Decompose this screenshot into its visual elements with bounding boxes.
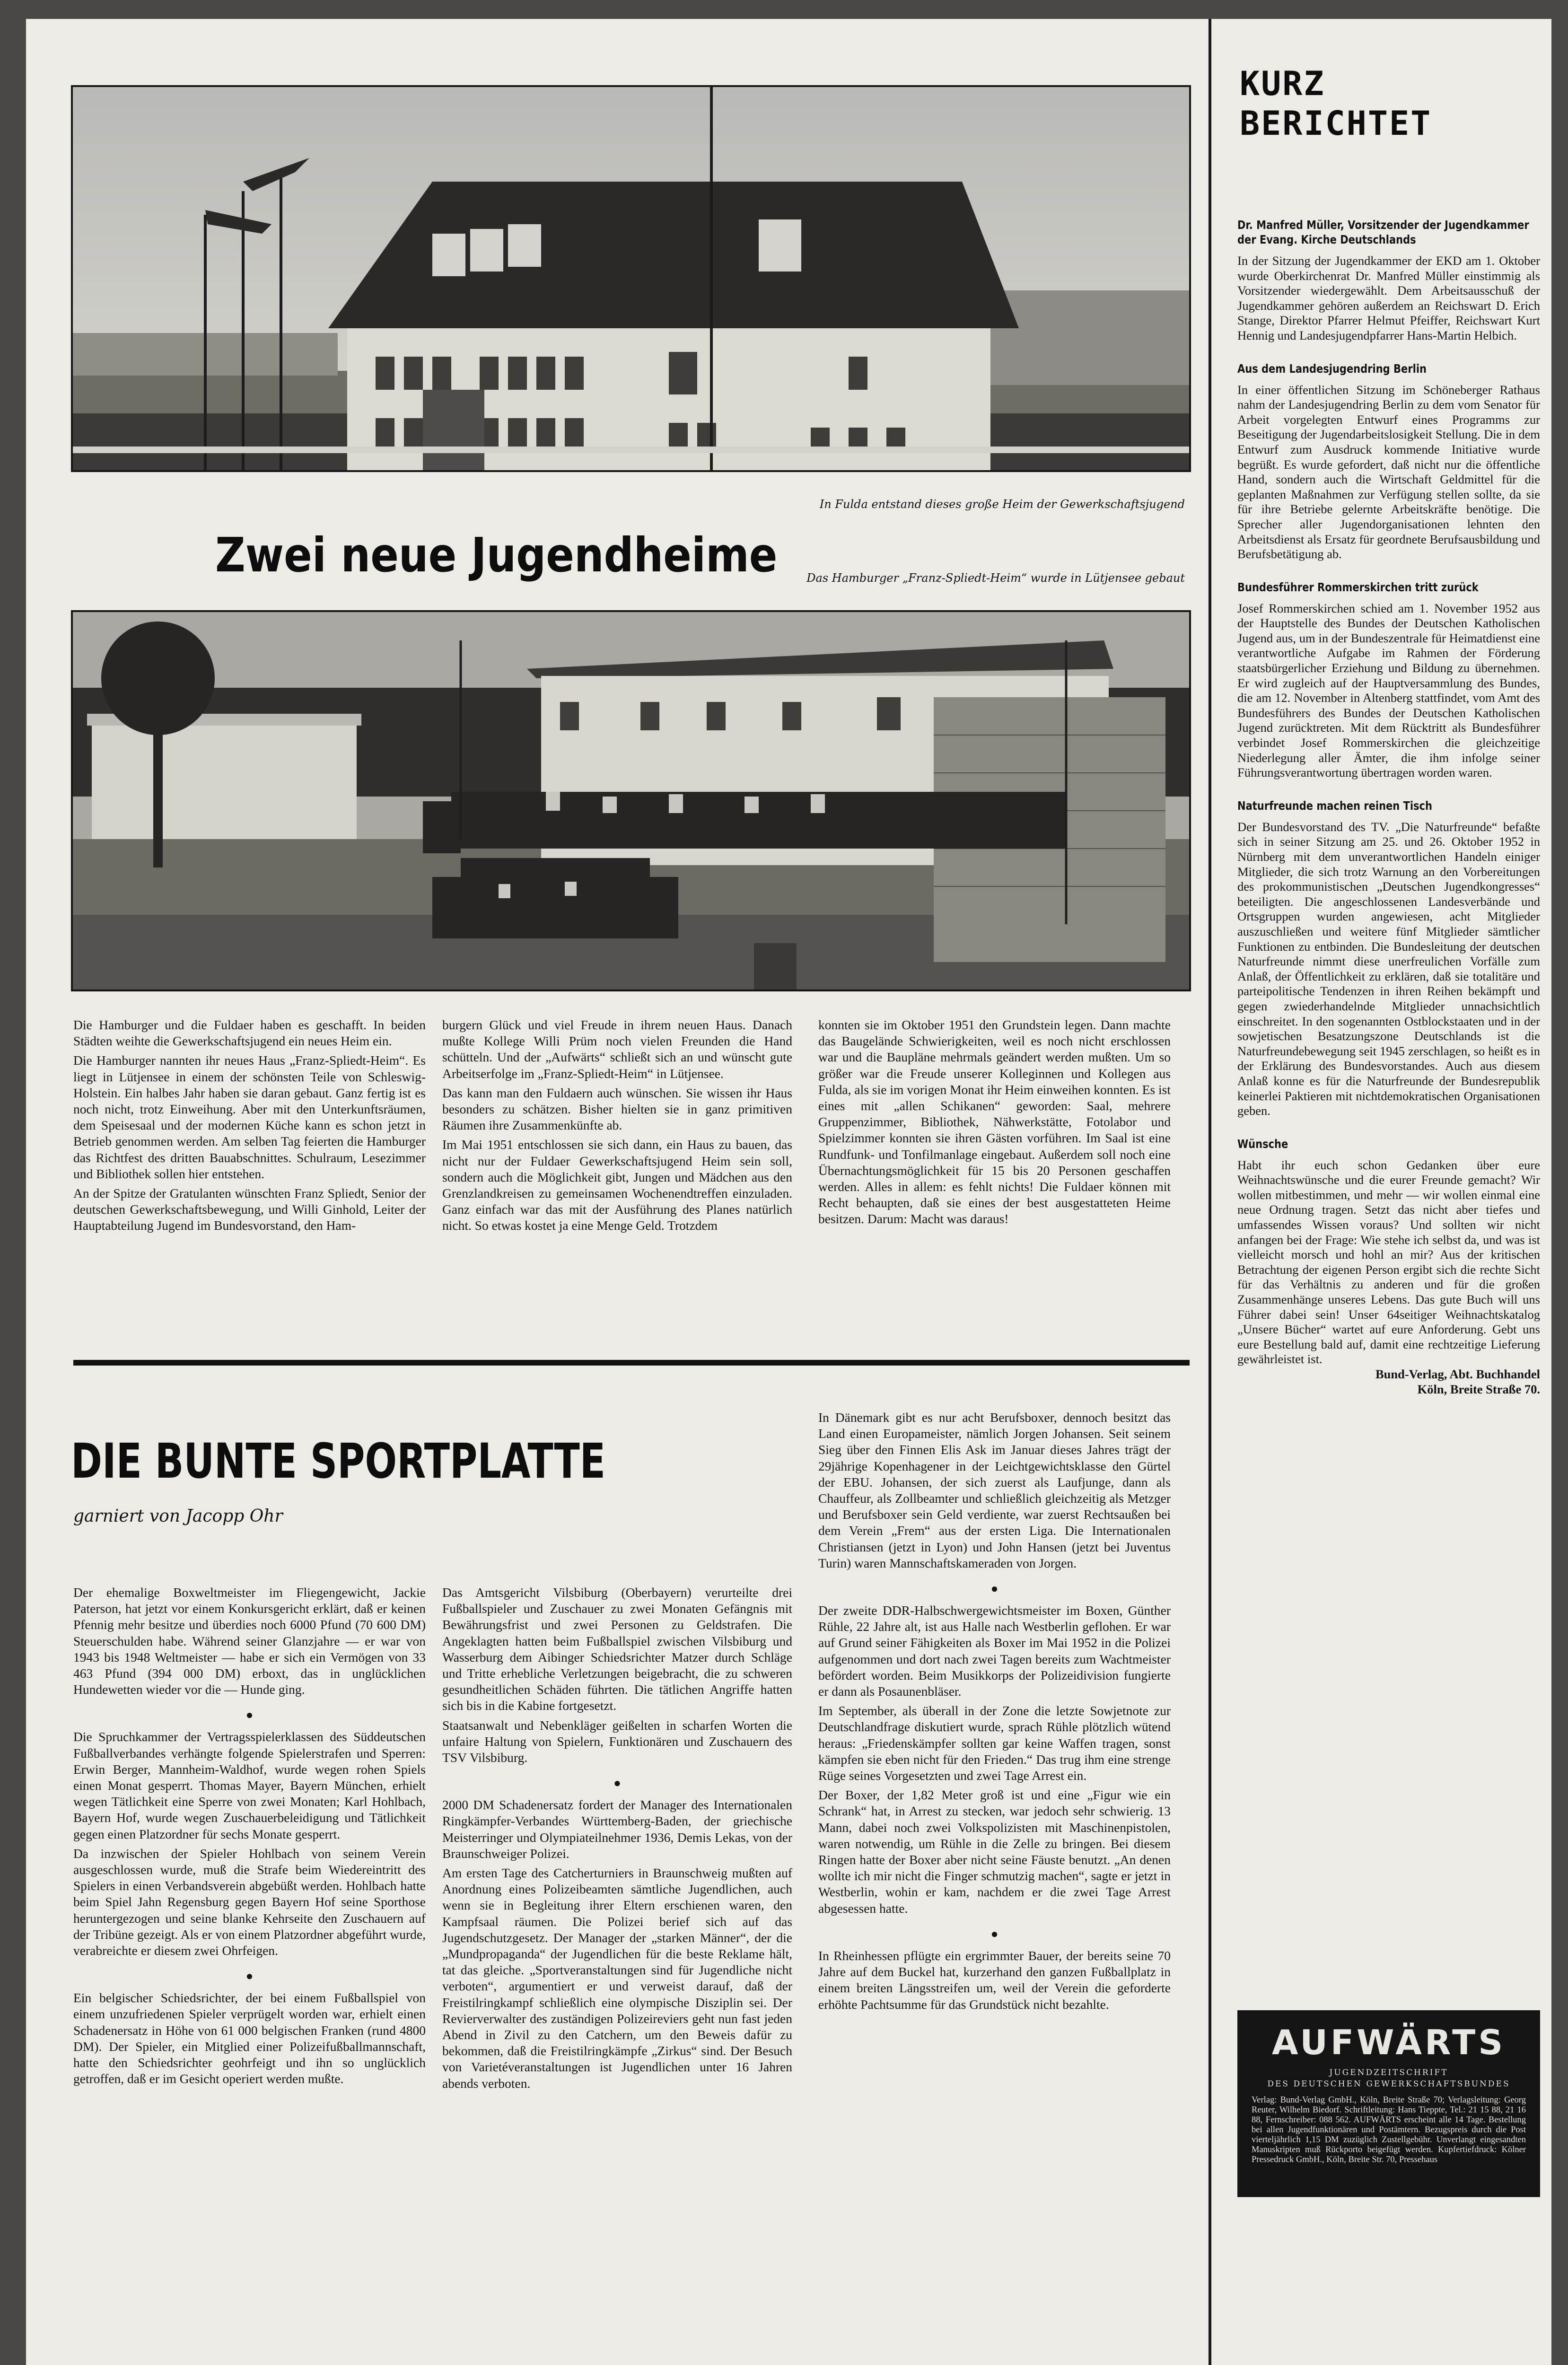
jugendheime-headline: Zwei neue Jugendheime (215, 527, 778, 583)
paragraph: Der Boxer, der 1,82 Meter groß ist und eine „Figur wie ein Schrank“ hat, in Arrest zu stecken, war jedoch sehr schwierig. 13 Mann, dabei noch zwei Volkspolizisten mit Maschinenpistolen, waren notwendig, um Rühle in die Zelle zu bringen. Bei diesem Ringen hatte der Boxer aber nicht seine Fäuste benutzt. „An denen wollte ich mir nicht die Finger schmutzig machen“, sagte er jetzt in Westberlin, wohin er kam, nachdem er die zwei Tage Arrest abgesessen hatte. (818, 1787, 1171, 1916)
news-heading: Bundesführer Rommerskirchen tritt zurück (1237, 580, 1479, 594)
paragraph: Staatsanwalt und Nebenkläger geißelten in scharfen Worten die unfaire Haltung von Spielern, Funktionären und Zuschauern des TSV Vilsbiburg. (442, 1717, 792, 1765)
sidebar-title-line-1: KURZ (1240, 64, 1325, 103)
news-text: In einer öffentlichen Sitzung im Schöneberger Rathaus nahm der Landesjugendring Berlin zu dem vom Senator für Arbeit vorgelegten Entwurf eines Programms zur Beseitigung der Jugendarbeitslosigkeit Stellung. Die in dem Entwurf zum Ausdruck kommende Initiative wurde begrüßt. Es wurde gefordert, daß nicht nur die öffentliche Hand, sondern auch die Wirtschaft Geldmittel für die geplanten Maßnahmen zur Verfügung stellen sollte, da sie für ihre Betriebe gelernte Arbeitskräfte benötige. Die Sprecher aller Jugendorganisationen lehnten den Arbeitsdienst als Ersatz für geordnete Berufsausbildung und Berufsbetätigung ab. (1237, 382, 1540, 561)
caption-fulda: In Fulda entstand dieses große Heim der Gewerkschaftsjugend (819, 498, 1185, 511)
paragraph: Das Amtsgericht Vilsbiburg (Oberbayern) verurteilte drei Fußballspieler und Zuschauer zu zwei Monaten Gefängnis mit Bewährungsfrist und zwei Personen zu Geldstrafen. Die Angeklagten hatten beim Fußballspiel zwischen Vilsbiburg und Wasserburg dem Aibinger Schiedsrichter Matzer durch Schläge und Tritte erhebliche Verletzungen beigebracht, die zu schweren gesundheitlichen Schäden führten. Die tätlichen Angriffe hatten sich bis in die Kabine fortgesetzt. (442, 1585, 792, 1713)
paragraph: Ein belgischer Schiedsrichter, der bei einem Fußballspiel von einem unzufriedenen Spieler verprügelt worden war, erhielt einen Schadenersatz in Höhe von 61 000 belgischen Franken (rund 4800 DM). Der Spieler, ein Mitglied einer Polizeifußballmannschaft, hatte den Schiedsrichter geohrfeigt und ihn so unglücklich getroffen, daß er im Gesicht operiert werden mußte. (73, 1990, 426, 2086)
paragraph: Im Mai 1951 entschlossen sie sich dann, ein Haus zu bauen, das nicht nur der Fuldaer Gewerkschaftsjugend Heim sein soll, sondern auch die Möglichkeit gibt, Jungen und Mädchen aus den Grenzlandkreisen zu gemeinsamen Wochenendtreffen einzuladen. Ganz einfach war das mit der Ausführung des Planes natürlich nicht. So etwas kostet ja eine Menge Geld. Trotzdem (442, 1137, 792, 1233)
paragraph: Der ehemalige Boxweltmeister im Fliegengewicht, Jackie Paterson, hat jetzt vor einem Konkursgericht erklärt, daß er keinen Pfennig mehr besitze und überdies noch 6000 Pfund (70 600 DM) Steuerschulden habe. Während seiner Glanzjahre — er war von 1943 bis 1948 Weltmeister — habe er sich ein Vermögen von 33 463 Pfund (394 000 DM) erboxt, das in unglücklichen Hundewetten wieder vor die — Hunde ging. (73, 1585, 426, 1697)
sport-column-2 (442, 1585, 792, 2095)
paragraph: Die Hamburger nannten ihr neues Haus „Franz-Spliedt-Heim“. Es liegt in Lütjensee in einem der schönsten Teile von Schleswig-Holstein. Ein halbes Jahr haben sie daran gebaut. Ganz fertig ist es noch nicht, trotz Einweihung. Aber mit den Unterkunftsräumen, dem Speisesaal und der modernen Küche kann es schon jetzt in Betrieb genommen werden. Am selben Tag feierten die Hamburger das Richtfest des dritten Bauabschnittes. Schulraum, Lesezimmer und Bibliothek sollen hier entstehen. (73, 1053, 426, 1181)
paragraph: Der zweite DDR-Halbschwergewichtsmeister im Boxen, Günther Rühle, 22 Jahre alt, ist aus Halle nach Westberlin geflohen. Er war auf Grund seiner Fähigkeiten als Boxer im Mai 1952 in die Polizei aufgenommen und dort nach zwei Tagen bereits zum Wachtmeister befördert worden. Beim Musikkorps der Polizeidivision fungierte er dann als Posaunenbläser. (818, 1603, 1171, 1699)
separator-dot: ● (990, 1927, 999, 1941)
sport-column-3 (818, 1410, 1171, 2016)
paragraph: In Dänemark gibt es nur acht Berufsboxer, dennoch besitzt das Land einen Europameister, nämlich Jorgen Johansen. Seit seinem Sieg über den Finnen Elis Ask im Januar dieses Jahres trägt der 29jährige Kopenhagener in der Leichtgewichtsklasse den Gürtel der EBU. Johansen, der sich zuerst als Laufjunge, dann als Chauffeur, als Zollbeamter und schließlich gleichzeitig als Metzger und Berufsboxer sein Geld verdiente, war zuerst Rechtsaußen bei dem Verein „Frem“ aus der ersten Liga. Die Internationalen Christiansen (jetzt in Lyon) und John Hansen (jetzt bei Juventus Turin) waren Mannschaftskameraden von Jorgen. (818, 1410, 1171, 1570)
news-heading: Dr. Manfred Müller, Vorsitzender der Jugendkammer der Evang. Kirche Deutschlands (1237, 218, 1529, 246)
paragraph: An der Spitze der Gratulanten wünschten Franz Spliedt, Senior der deutschen Gewerkschaftsbewegung, und Willi Ginhold, Leiter der Hauptabteilung Jugend im Bundesvorstand, den Ham- (73, 1186, 426, 1233)
signature-line: Köln, Breite Straße 70. (1417, 1382, 1540, 1396)
newspaper-page (26, 19, 1551, 2365)
masthead-subtitle: DES DEUTSCHEN GEWERKSCHAFTSBUNDES (1267, 2079, 1510, 2089)
sport-column-1 (73, 1585, 426, 2090)
news-heading: Wünsche (1237, 1137, 1288, 1151)
news-heading: Aus dem Landesjugendring Berlin (1237, 361, 1427, 376)
paragraph: konnten sie im Oktober 1951 den Grundstein legen. Dann machte das Baugelände Schwierigkeiten, weil es noch nicht erschlossen war und die Baupläne mehrmals geändert werden mußten. Um so größer war die Freude unserer Kolleginnen und Kollegen aus Fulda, als sie im vorigen Monat ihr Heim einweihen konnten. Es ist eines mit „allen Schikanen“ geworden: Saal, mehrere Gruppenzimmer, Bibliothek, Nähwerkstätte, Fotolabor und Spielzimmer konnten sie ihren Gästen vorführen. Im Saal ist eine Rundfunk- und Tonfilmanlage eingebaut. Außerdem soll noch eine Übernachtungsmöglichkeit für 15 bis 20 Personen geschaffen werden. Alles in allem: es fehlt nichts! Die Fuldaer können mit Recht behaupten, daß sie eines der best ausgestatteten Heime besitzen. Darum: Macht was daraus! (818, 1017, 1171, 1226)
separator-dot: ● (613, 1776, 621, 1790)
news-text: Der Bundesvorstand des TV. „Die Naturfreunde“ befaßte sich in seiner Sitzung am 25. und 26. Oktober 1952 in Nürnberg mit dem unverantwortlichen Handeln einiger Mitglieder, die sich trotz Warnung an den Vorbereitungen des prokommunistischen „Deutschen Jugendkongresses“ beteiligten. Die angeschlossenen Landesverbände und Ortsgruppen wurden angewiesen, acht Mitglieder auszuschließen und weitere fünf Mitglieder sämtlicher Funktionen zu entbinden. Die Bundesleitung der deutschen Naturfreunde nimmt diese unerfreulichen Vorfälle zum Anlaß, der Öffentlichkeit zu erklären, daß sie totalitäre und parteipolitische Tendenzen in ihren Reihen bekämpft und gegen zwiederhandelnde Mitglieder unnachsichtlich einschreitet. In den sogenannten Ostblockstaaten und in der sowjetischen Besatzungszone Deutschlands ist die Naturfreundebewegung seit 1945 zerschlagen, so heißt es in der Erklärung des Bundesvorstandes. Auch aus diesem Anlaß konne es für die Naturfreunde der Bundesrepublik keinerlei Paktieren mit nichtdemokratischen Organisationen geben. (1237, 819, 1540, 1118)
paragraph: Da inzwischen der Spieler Hohlbach von seinem Verein ausgeschlossen wurde, muß die Strafe beim Wiedereintritt des Spielers in einen Verbandsverein abgebüßt werden. Hohlbach hatte beim Spiel Jahn Regensburg gegen Bayern Hof seine Sporthose heruntergezogen und seine blanke Kehrseite den Zuschauern auf der Tribüne gezeigt. Als er von einem Platzordner abgeführt wurde, verabreichte er diesem zwei Ohrfeigen. (73, 1846, 426, 1958)
caption-hamburg: Das Hamburger „Franz-Spliedt-Heim“ wurde in Lütjensee gebaut (806, 571, 1185, 585)
section-divider (73, 1360, 1190, 1366)
jugendheime-column-3 (818, 1017, 1171, 1231)
photo-hamburg-youth-home (71, 610, 1191, 991)
separator-dot: ● (245, 1969, 254, 1983)
sidebar-title-line-2: BERICHTET (1240, 104, 1432, 143)
paragraph: Die Spruchkammer der Vertragsspielerklassen des Süddeutschen Fußballverbandes verhängte folgende Spielerstrafen und Sperren: Erwin Berger, Mannheim-Waldhof, wurde wegen rohen Spiels einen Monat gesperrt. Thomas Mayer, Bayern München, erhielt wegen Tätlichkeit eine Sperre von zwei Monaten; Karl Hohlbach, Bayern Hof, wurde wegen Zuschauerbeleidigung und Tätlichkeit gegen einen Platzordner für sechs Monate gesperrt. (73, 1729, 426, 1841)
photo-fulda-youth-home (71, 85, 1191, 472)
sport-byline: garniert von Jacopp Ohr (73, 1507, 283, 1526)
news-text: Habt ihr euch schon Gedanken über eure Weihnachtswünsche und die eurer Freunde gemacht? Wir wollen mitbestimmen, und mehr — wir wollen einmal eine neue Ordnung tragen. Setzt das nicht aber tiefes und umfassendes Wissen voraus? Und sollten wir nicht anfangen bei der Frage: Wie stehe ich selbst da, und was ist vielleicht morsch und hohl an mir? Aus der kritischen Betrachtung der eigenen Person ergibt sich die rechte Sicht für das Verhältnis zu anderen und für die großen Zusammenhänge unseres Lebens. Das gute Buch will uns Führer dabei sein! Unser 64seitiger Weihnachtskatalog „Unsere Bücher“ wartet auf eure Anforderung. Gebt uns eure Bestellung bald auf, damit eine rechtzeitige Lieferung gewährleistet ist. (1237, 1157, 1540, 1366)
fulda-house-illustration (73, 87, 1189, 470)
masthead-title: AUFWÄRTS (1271, 2023, 1506, 2062)
paragraph: Die Hamburger und die Fuldaer haben es geschafft. In beiden Städten weihte die Gewerkschaftsjugend ein neues Heim ein. (73, 1017, 426, 1049)
masthead-subtitle: JUGENDZEITSCHRIFT (1329, 2068, 1448, 2077)
masthead-box (1237, 2010, 1540, 2197)
masthead-imprint: Verlag: Bund-Verlag GmbH., Köln, Breite Straße 70; Verlagsleitung: Georg Reuter, Wilhelm Biedorf. Schriftleitung: Hans Tieppte, Tel.: 21 15 88, 21 16 88, Fernschreiber: 088 562. AUFWÄRTS erscheint alle 14 Tage. Bestellung bei allen Jugendfunktionären und Postämtern. Bezugspreis durch die Post vierteljährlich 1,15 DM zuzüglich Zustellgebühr. Unverlangt eingesandten Manuskripten muß Rückporto beigefügt werden. Kupfertiefdruck: Kölner Pressedruck GmbH., Köln, Breite Str. 70, Pressehaus (1252, 2095, 1526, 2164)
paragraph: 2000 DM Schadenersatz fordert der Manager des Internationalen Ringkämpfer-Verbandes Württemberg-Baden, der griechische Meisterringer und Olympiateilnehmer 1936, Demis Lekas, von der Braunschweiger Polizei. (442, 1797, 792, 1861)
paragraph: In Rheinhessen pflügte ein ergrimmter Bauer, der bereits seine 70 Jahre auf dem Buckel hat, kurzerhand den ganzen Fußballplatz in einem breiten Längsstreifen um, weil der Verein die geforderte erhöhte Pachtsumme für das Grundstück nicht bezahlte. (818, 1948, 1171, 2012)
sidebar-news-column (1237, 218, 1540, 1397)
paragraph: Das kann man den Fuldaern auch wünschen. Sie wissen ihr Haus besonders zu schätzen. Bisher hielten sie in ganz primitiven Räumen ihre Zusammenkünfte ab. (442, 1085, 792, 1133)
sidebar-title (1240, 64, 1432, 143)
separator-dot: ● (245, 1708, 254, 1722)
sport-headline: DIE BUNTE SPORTPLATTE (71, 1433, 606, 1489)
hamburg-group-illustration (73, 612, 1189, 990)
jugendheime-column-2 (442, 1017, 792, 1237)
signature-line: Bund-Verlag, Abt. Buchhandel (1375, 1367, 1540, 1381)
news-text: In der Sitzung der Jugendkammer der EKD am 1. Oktober wurde Oberkirchenrat Dr. Manfred Müller einstimmig als Vorsitzender wiedergewählt. Dem Arbeitsausschuß der Jugendkammer gehören außerdem an Reichswart D. Erich Stange, Direktor Pfarrer Helmut Pfeiffer, Reichswart Kurt Hennig und Landesjugendpfarrer Hans-Martin Helbich. (1237, 254, 1540, 342)
news-heading: Naturfreunde machen reinen Tisch (1237, 798, 1432, 813)
news-text: Josef Rommerskirchen schied am 1. November 1952 aus der Hauptstelle des Bundes der Deutschen Katholischen Jugend aus, um in der Bundeszentrale für Heimatdienst eine verantwortliche Aufgabe im Rahmen der Förderung staatsbürgerlicher Erziehung und Bildung zu übernehmen. Er wird zugleich auf der Hauptversammlung des Bundes, die am 12. November in Altenberg stattfindet, vom Amt des Bundesführers des Bundes der Deutschen Katholischen Jugend zurücktreten. Mit dem Rücktritt als Bundesführer verbindet Josef Rommerskirchen die gleichzeitige Niederlegung aller Ämter, die ihm infolge seiner Führungsverantwortung übertragen worden waren. (1237, 601, 1540, 780)
paragraph: Im September, als überall in der Zone die letzte Sowjetnote zur Deutschlandfrage diskutiert wurde, sprach Rühle plötzlich wütend heraus: „Friedenskämpfer sollten gar keine Waffen tragen, sonst kämpfen sie eben nicht für den Frieden.“ Das trug ihm eine strenge Rüge seines Vorgesetzten und zwei Tage Arrest ein. (818, 1703, 1171, 1783)
sidebar-kurz-berichtet (1209, 19, 1551, 2365)
paragraph: burgern Glück und viel Freude in ihrem neuen Haus. Danach mußte Kollege Willi Prüm noch vielen Freunden die Hand schütteln. Und der „Aufwärts“ schließt sich an und wünscht gute Arbeitserfolge im „Franz-Spliedt-Heim“ in Lütjensee. (442, 1017, 792, 1081)
separator-dot: ● (990, 1582, 999, 1596)
paragraph: Am ersten Tage des Catcherturniers in Braunschweig mußten auf Anordnung eines Polizeibeamten sämtliche Jugendlichen, auch wenn sie in Begleitung ihrer Eltern erschienen waren, den Kampfsaal räumen. Die Polizei berief sich auf das Jugendschutzgesetz. Der Manager der „starken Männer“, der die „Mundpropaganda“ der Jugendlichen für die beste Reklame hält, tat das gleiche. „Sportveranstaltungen sind für Jugendliche nicht verboten“, argumentiert er und verweist darauf, daß der Freistilringkampf schließlich eine olympische Disziplin sei. Der Revierverwalter des zuständigen Polizeireviers geht nun fast jeden Abend in Zivil zu den Catchern, um den Beweis dafür zu bekommen, daß die Freistilringkämpfe „Zirkus“ sind. Der Besuch von Varietéveranstaltungen ist Jugendlichen unter 16 Jahren abends verboten. (442, 1866, 792, 2091)
jugendheime-column-1 (73, 1017, 426, 1237)
